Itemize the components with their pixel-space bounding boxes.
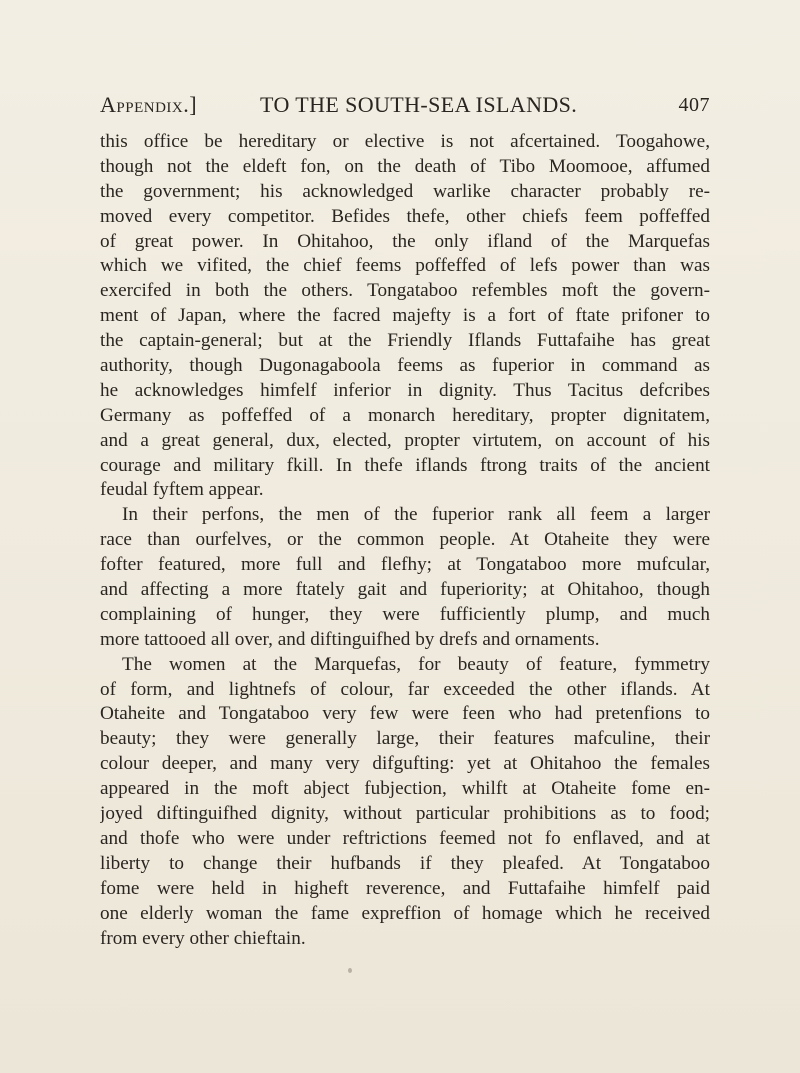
text-line: fome were held in higheft reverence, and Futtafaihe himfelf paid: [100, 877, 710, 899]
paragraph-start-line: The women at the Marquefas, for beauty of feature, fymmetry: [122, 653, 710, 675]
text-line: moved every competitor. Befides thefe, other chiefs feem poffeffed: [100, 205, 710, 227]
text-line: Germany as poffeffed of a monarch hereditary, propter dignitatem,: [100, 404, 710, 426]
body-text: [100, 130, 710, 951]
paragraph-end-line: feudal fyftem appear.: [100, 479, 264, 501]
text-line: appeared in the moft abject fubjection, whilft at Otaheite fome en-: [100, 778, 710, 800]
text-line: which we vifited, the chief feems poffeffed of lefs power than was: [100, 255, 710, 277]
text-line: ment of Japan, where the facred majefty is a fort of ftate prifoner to: [100, 305, 710, 327]
text-line: he acknowledges himfelf inferior in dignity. Thus Tacitus defcribes: [100, 379, 710, 401]
text-line: and thofe who were under reftrictions feemed not fo enflaved, and at: [100, 827, 710, 849]
text-line: colour deeper, and many very difgufting: yet at Ohitahoo the females: [100, 753, 710, 775]
text-line: and affecting a more ftately gait and fuperiority; at Ohitahoo, though: [100, 579, 710, 601]
page-speck: [348, 968, 352, 973]
text-line: joyed diftinguifhed dignity, without particular prohibitions as to food;: [100, 803, 710, 825]
paragraph-end-line: from every other chieftain.: [100, 927, 306, 949]
text-line: the government; his acknowledged warlike character probably re-: [100, 180, 710, 202]
text-line: fofter featured, more full and flefhy; at Tongataboo more mufcular,: [100, 554, 710, 576]
header-title: TO THE SOUTH-SEA ISLANDS.: [260, 92, 578, 117]
text-line: this office be hereditary or elective is not afcertained. Toogahowe,: [100, 131, 710, 152]
header-section-label: Appendix.]: [100, 92, 198, 117]
paragraph-start-line: In their perfons, the men of the fuperior rank all feem a larger: [122, 504, 710, 526]
text-line: the captain-general; but at the Friendly Iflands Futtafaihe has great: [100, 330, 710, 352]
text-line: race than ourfelves, or the common people. At Otaheite they were: [100, 529, 710, 551]
text-line: of form, and lightnefs of colour, far exceeded the other iflands. At: [100, 678, 710, 700]
paragraph-end-line: more tattooed all over, and diftinguifhed by drefs and ornaments.: [100, 628, 600, 650]
text-line: exercifed in both the others. Tongataboo refembles moft the govern-: [100, 280, 710, 302]
text-line: authority, though Dugonagaboola feems as fuperior in command as: [100, 355, 710, 377]
text-line: complaining of hunger, they were fufficiently plump, and much: [100, 603, 710, 625]
text-line: beauty; they were generally large, their features mafculine, their: [100, 728, 710, 750]
text-line: of great power. In Ohitahoo, the only ifland of the Marquefas: [100, 230, 710, 252]
text-line: though not the eldeft fon, on the death of Tibo Moomooe, affumed: [100, 155, 710, 177]
running-header: [100, 88, 710, 128]
text-line: liberty to change their hufbands if they pleafed. At Tongataboo: [100, 852, 710, 874]
text-line: one elderly woman the fame expreffion of homage which he received: [100, 902, 710, 924]
text-line: courage and military fkill. In thefe iflands ftrong traits of the ancient: [100, 454, 710, 476]
text-line: Otaheite and Tongataboo very few were feen who had pretenfions to: [100, 703, 710, 725]
text-line: and a great general, dux, elected, propter virtutem, on account of his: [100, 429, 710, 451]
page-number: 407: [678, 94, 710, 116]
